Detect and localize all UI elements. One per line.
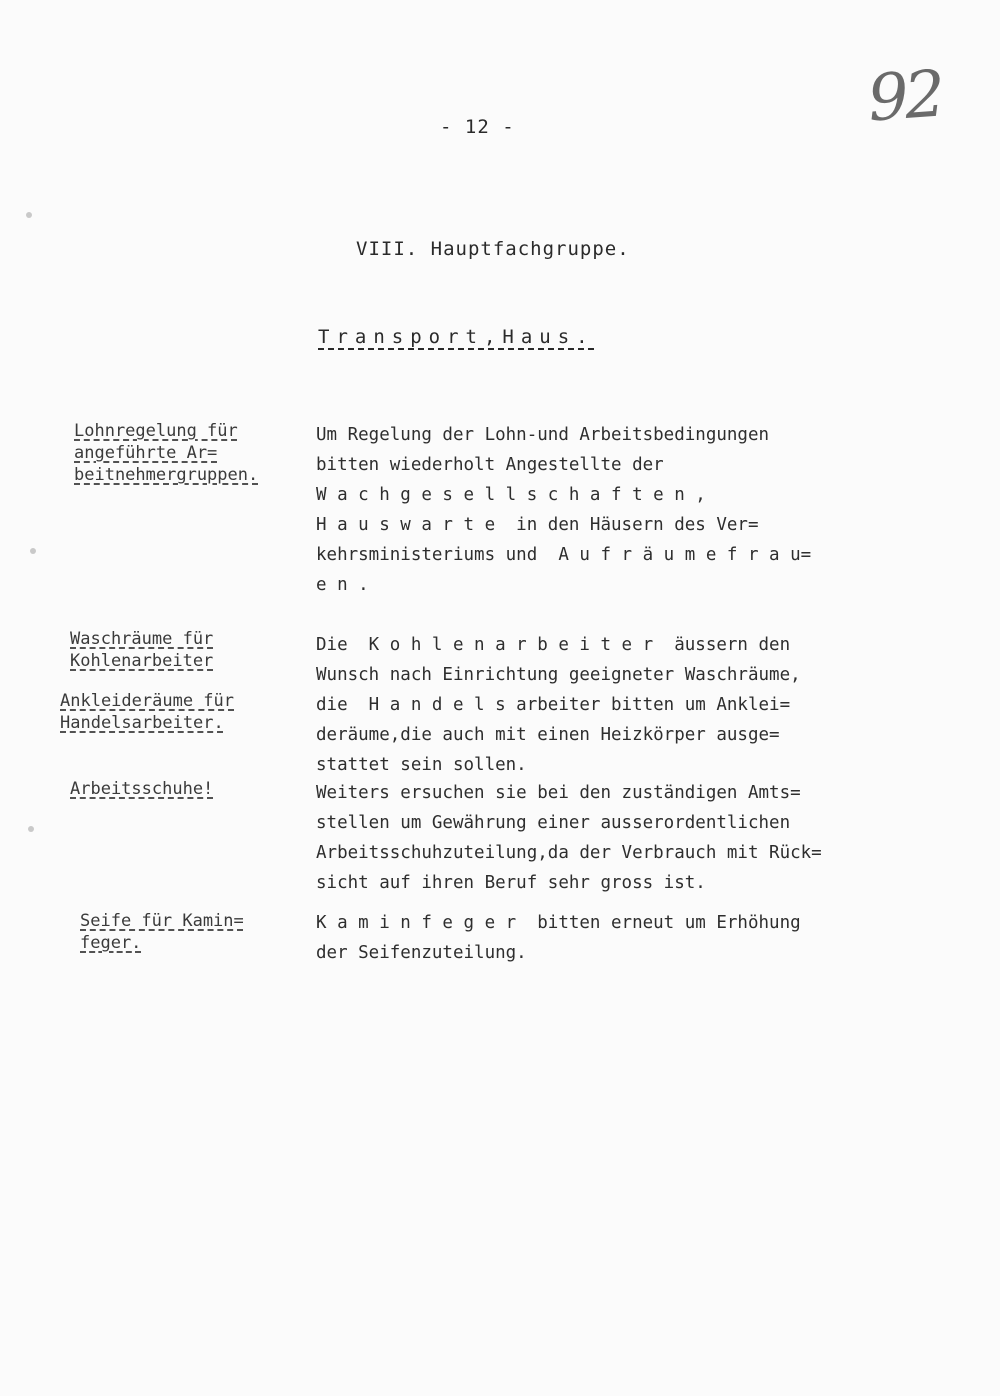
margin-label-wage-regulation: Lohnregelung für angeführte Ar= beitnehmergruppen. <box>74 421 259 485</box>
folio-number: 92 <box>865 57 944 137</box>
margin-label-work-shoes: Arbeitsschuhe! <box>70 779 214 799</box>
margin-label-changing-rooms: Ankleideräume für Handelsarbeiter. <box>60 691 234 733</box>
paragraph-work-shoes: Weiters ersuchen sie bei den zuständigen Amts= stellen um Gewährung einer ausserordentlichen Arbeitsschuhzuteilung,da der Verbrauch mit Rück= sicht auf ihren Beruf sehr gross ist. <box>316 783 822 893</box>
section-heading: VIII. Hauptfachgruppe. <box>356 238 630 260</box>
punch-mark <box>30 548 36 554</box>
paragraph-washrooms: Die K o h l e n a r b e i t e r äussern den Wunsch nach Einrichtung geeigneter Waschräume, die H a n d e l s arbeiter bitten um Anklei= deräume,die auch mit einen Heizkörper ausge= stattet sein sollen. <box>316 635 801 775</box>
punch-mark <box>26 212 32 218</box>
margin-label-washrooms: Waschräume für Kohlenarbeiter <box>70 629 214 671</box>
section-subheading: Transport,Haus. <box>318 326 595 348</box>
paragraph-wage-regulation: Um Regelung der Lohn-und Arbeitsbedingungen bitten wiederholt Angestellte der W a c h g e s e l l s c h a f t e n , H a u s w a r t e in den Häusern des Ver= kehrsministeriums und A u f r ä u m e f r a u= e n . <box>316 425 812 595</box>
paragraph-soap: K a m i n f e g e r bitten erneut um Erhöhung der Seifenzuteilung. <box>316 913 801 963</box>
page-number: - 12 - <box>440 116 515 138</box>
punch-mark <box>28 826 34 832</box>
margin-label-soap: Seife für Kamin= feger. <box>80 911 244 953</box>
